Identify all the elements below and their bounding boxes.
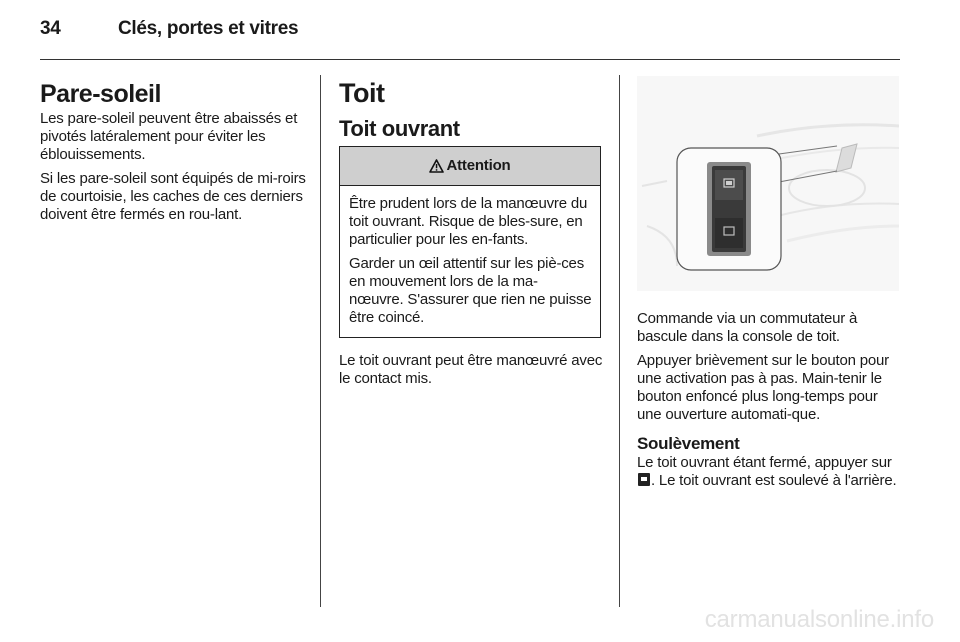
warning-label: Attention [446,157,511,174]
page-header [40,18,298,40]
header-divider [40,59,900,60]
warning-text: Garder un œil attentif sur les piè-ces en mouvement lors de la ma-nœuvre. S'assurer que rien ne puisse être coincé. [349,255,592,326]
section-title-roof: Toit [339,78,385,108]
watermark: carmanualsonline.info [704,606,934,633]
page-number: 34 [40,18,61,39]
paragraph-tilt: Le toit ouvrant étant fermé, appuyer sur . Le toit ouvrant est soulevé à l'arrière. [637,454,897,489]
paragraph: Les pare-soleil peuvent être abaissés et pivotés latéralement pour éviter les éblouissements. [40,110,298,163]
warning-triangle-icon [429,159,444,173]
section-title-sun-visors: Pare-soleil [40,80,161,108]
paragraph: Le toit ouvrant peut être manœuvré avec le contact mis. [339,352,603,387]
tilt-button-icon [638,473,650,486]
column-divider-2 [619,75,620,607]
paragraph: Commande via un commutateur à bascule dans la console de toit. [637,310,858,345]
warning-text: Être prudent lors de la manœuvre du toit ouvrant. Risque de bles-sure, en particulier pour les en-fants. [349,195,588,248]
column-right [637,76,903,496]
paragraph: Si les pare-soleil sont équipés de mi-roirs de courtoisie, les caches de ces derniers doivent être fermés en rou-lant. [40,170,306,223]
subsection-title-tilt: Soulèvement [637,434,740,453]
warning-body [340,186,600,337]
rocker-switch-illustration [637,76,899,291]
warning-header [340,147,600,186]
paragraph: Appuyer brièvement sur le bouton pour une activation pas à pas. Main-tenir le bouton enfoncé plus long-temps pour une ouverture automati-que. [637,352,889,423]
column-middle [339,78,603,394]
warning-box [339,146,601,338]
column-divider-1 [320,75,321,607]
column-left [40,80,308,230]
chapter-title: Clés, portes et vitres [118,18,299,39]
subsection-title-sunroof: Toit ouvrant [339,116,460,141]
